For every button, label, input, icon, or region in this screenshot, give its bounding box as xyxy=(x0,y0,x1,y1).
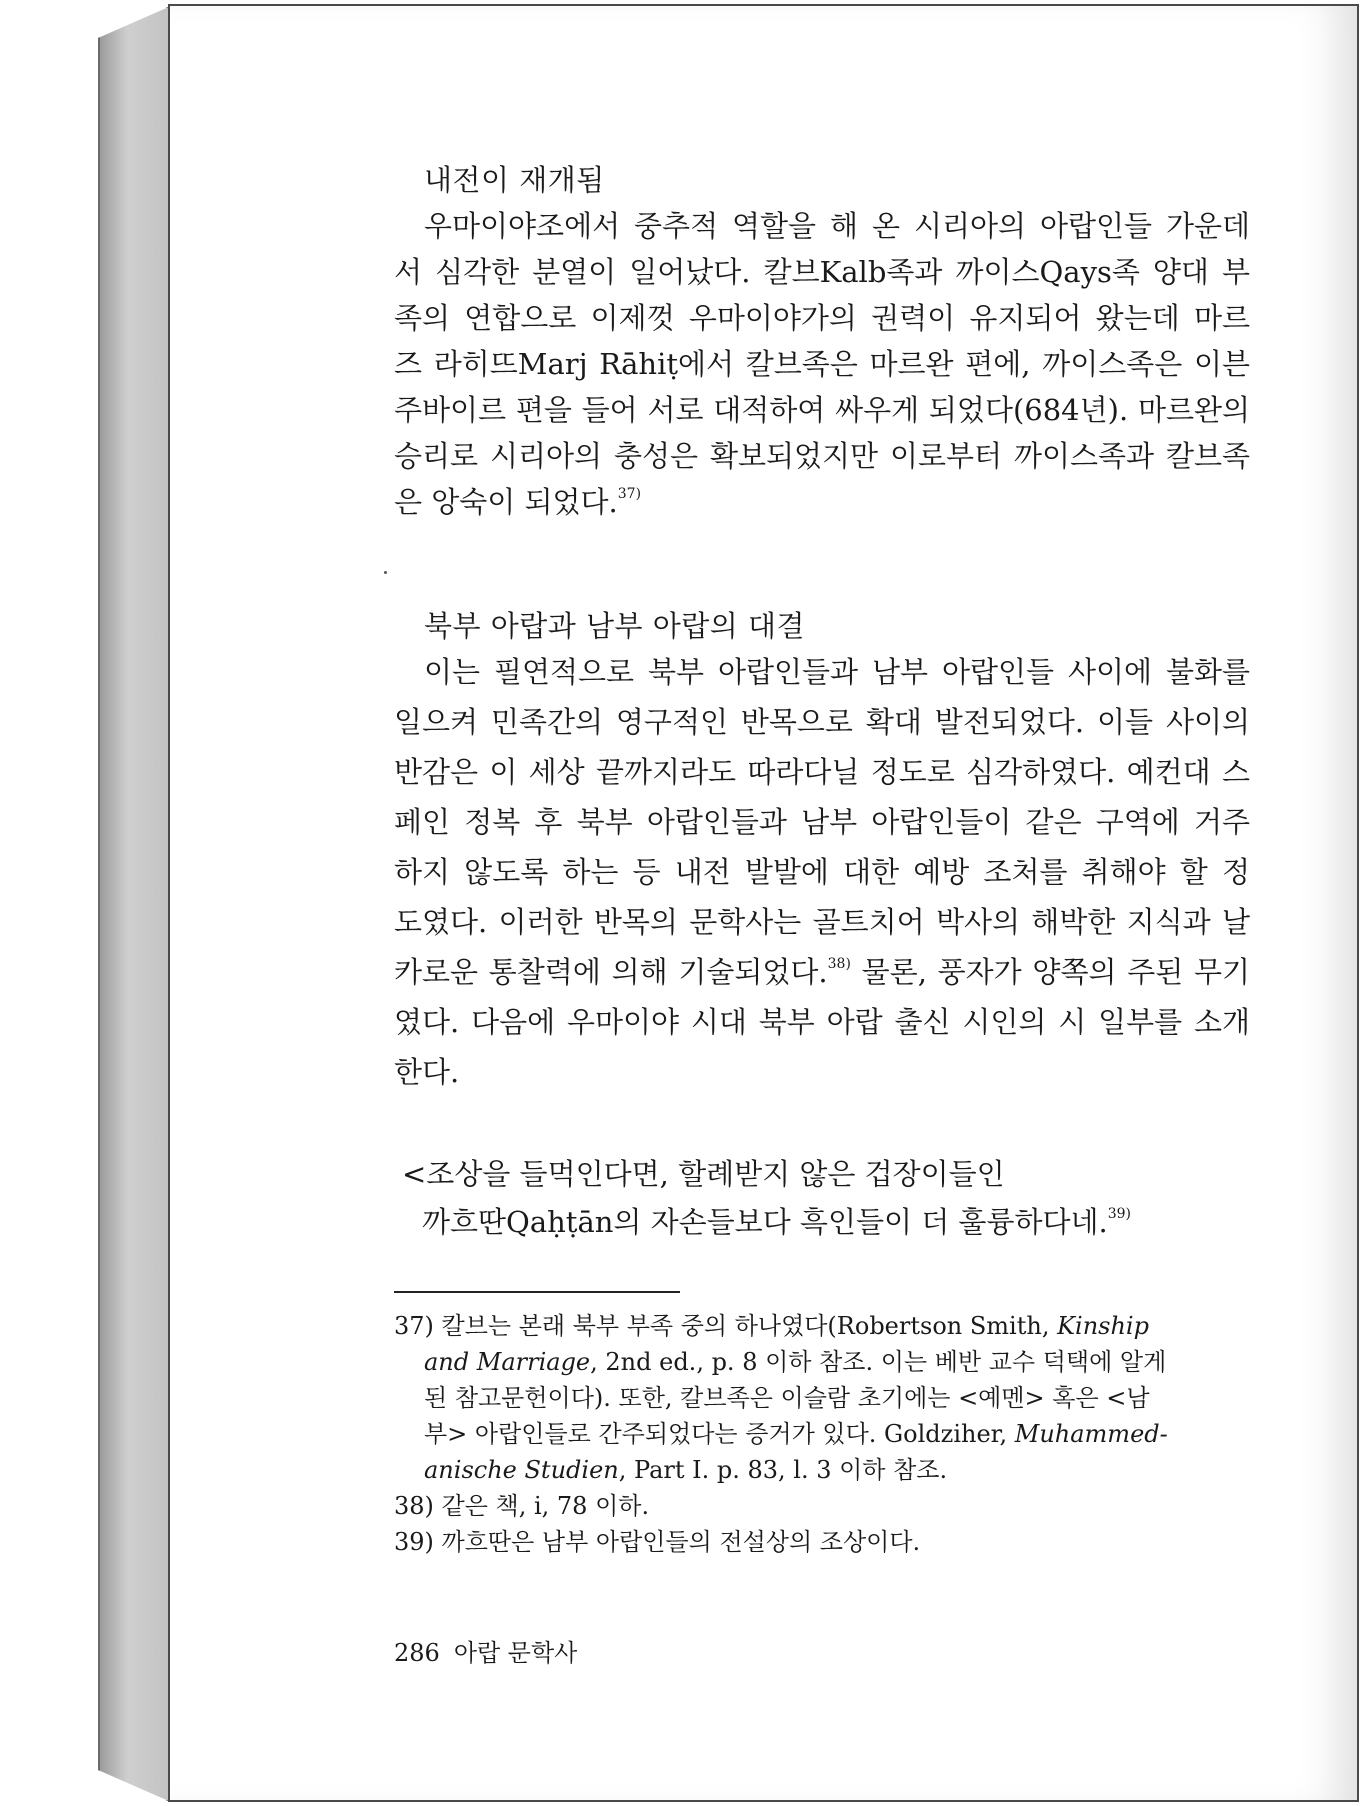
page-folio xyxy=(394,1633,577,1668)
footnote-ref-39: 39) xyxy=(1107,1206,1132,1222)
paragraph-line: 즈 라히뜨Marj Rāhiṭ에서 칼브족은 마르완 편에, 까이스족은 이븐 xyxy=(394,347,1250,381)
footnote-ref-38: 38) xyxy=(827,956,851,972)
book-spine-edge xyxy=(98,6,170,1802)
book-page xyxy=(168,4,1359,1802)
quote-text: 까흐딴Qaḥṭān의 자손들보다 흑인들이 더 훌륭하다네. xyxy=(422,1205,1108,1239)
paragraph-line: 페인 정복 후 북부 아랍인들과 남부 아랍인들이 같은 구역에 거주 xyxy=(394,805,1250,839)
quote-line-2 xyxy=(422,1200,1131,1241)
footnote-ref-37: 37) xyxy=(617,486,642,502)
footnote-37-line-1 xyxy=(394,1306,1149,1341)
footnote-39: 39) 까흐딴은 남부 아랍인들의 전설상의 조상이다. xyxy=(394,1528,921,1556)
footnote-text: , Part I. p. 83, l. 3 이하 참조. xyxy=(618,1456,948,1484)
footnote-text: , 2nd ed., p. 8 이하 참조. 이는 베반 교수 덕택에 알게 xyxy=(590,1348,1167,1376)
footnote-italic-title: and Marriage xyxy=(424,1348,591,1376)
paragraph-line: 하지 않도록 하는 등 내전 발발에 대한 예방 조처를 취해야 할 정 xyxy=(394,855,1250,889)
running-title: 아랍 문학사 xyxy=(453,1639,578,1667)
footnote-text: 37) 칼브는 본래 북부 부족 중의 하나였다(Robertson Smith, xyxy=(394,1312,1058,1340)
paragraph-line-last xyxy=(394,480,1250,521)
footnote-text: 부> 아랍인들로 간주되었다는 증거가 있다. Goldziher, xyxy=(424,1420,1015,1448)
paragraph-line: 족의 연합으로 이제껏 우마이야가의 권력이 유지되어 왔는데 마르 xyxy=(394,301,1250,335)
line-text: 카로운 통찰력에 의해 기술되었다. xyxy=(394,955,828,989)
paragraph-line: 반감은 이 세상 끝까지라도 따라다닐 정도로 심각하였다. 예컨대 스 xyxy=(394,755,1250,789)
footnote-37-line-2 xyxy=(424,1342,1166,1377)
print-speck xyxy=(384,571,387,574)
paragraph-line: 일으켜 민족간의 영구적인 반목으로 확대 발전되었다. 이들 사이의 xyxy=(394,705,1250,739)
paragraph-line: 도였다. 이러한 반목의 문학사는 골트치어 박사의 해박한 지식과 날 xyxy=(394,905,1250,939)
paragraph-line: 였다. 다음에 우마이야 시대 북부 아랍 출신 시인의 시 일부를 소개 xyxy=(394,1005,1250,1039)
footnote-rule xyxy=(394,1291,680,1293)
page-number: 286 xyxy=(394,1639,440,1667)
footnote-38: 38) 같은 책, i, 78 이하. xyxy=(394,1492,650,1520)
paragraph-line: 승리로 시리아의 충성은 확보되었지만 이로부터 까이스족과 칼브족 xyxy=(394,439,1250,473)
footnote-italic-title: Kinship xyxy=(1057,1312,1149,1340)
line-text-tail: 물론, 풍자가 양쪽의 주된 무기 xyxy=(850,955,1250,989)
footnote-37-line-4 xyxy=(424,1414,1168,1449)
footnote-37-line-5 xyxy=(424,1450,947,1485)
paragraph-line: 주바이르 편을 들어 서로 대적하여 싸우게 되었다(684년). 마르완의 xyxy=(394,393,1250,427)
paragraph-line-with-note xyxy=(394,950,1250,991)
footnote-37-line-3: 된 참고문헌이다). 또한, 칼브족은 이슬람 초기에는 <예멘> 혹은 <남 xyxy=(424,1384,1150,1412)
footnote-italic-title: anische Studien xyxy=(424,1456,619,1484)
footnote-italic-title: Muhammed- xyxy=(1014,1420,1168,1448)
quote-line-1: <조상을 들먹인다면, 할례받지 않은 겁장이들인 xyxy=(402,1157,1005,1191)
line-text: 은 앙숙이 되었다. xyxy=(394,485,618,519)
section-title-north-south: 북부 아랍과 남부 아랍의 대결 xyxy=(424,609,806,643)
paragraph-line: 우마이야조에서 중추적 역할을 해 온 시리아의 아랍인들 가운데 xyxy=(424,209,1250,243)
paragraph-line: 서 심각한 분열이 일어났다. 칼브Kalb족과 까이스Qays족 양대 부 xyxy=(394,255,1250,289)
paragraph-line: 이는 필연적으로 북부 아랍인들과 남부 아랍인들 사이에 불화를 xyxy=(424,655,1250,689)
section-title-civil-war: 내전이 재개됨 xyxy=(424,163,605,197)
paragraph-line-last: 한다. xyxy=(394,1055,460,1089)
